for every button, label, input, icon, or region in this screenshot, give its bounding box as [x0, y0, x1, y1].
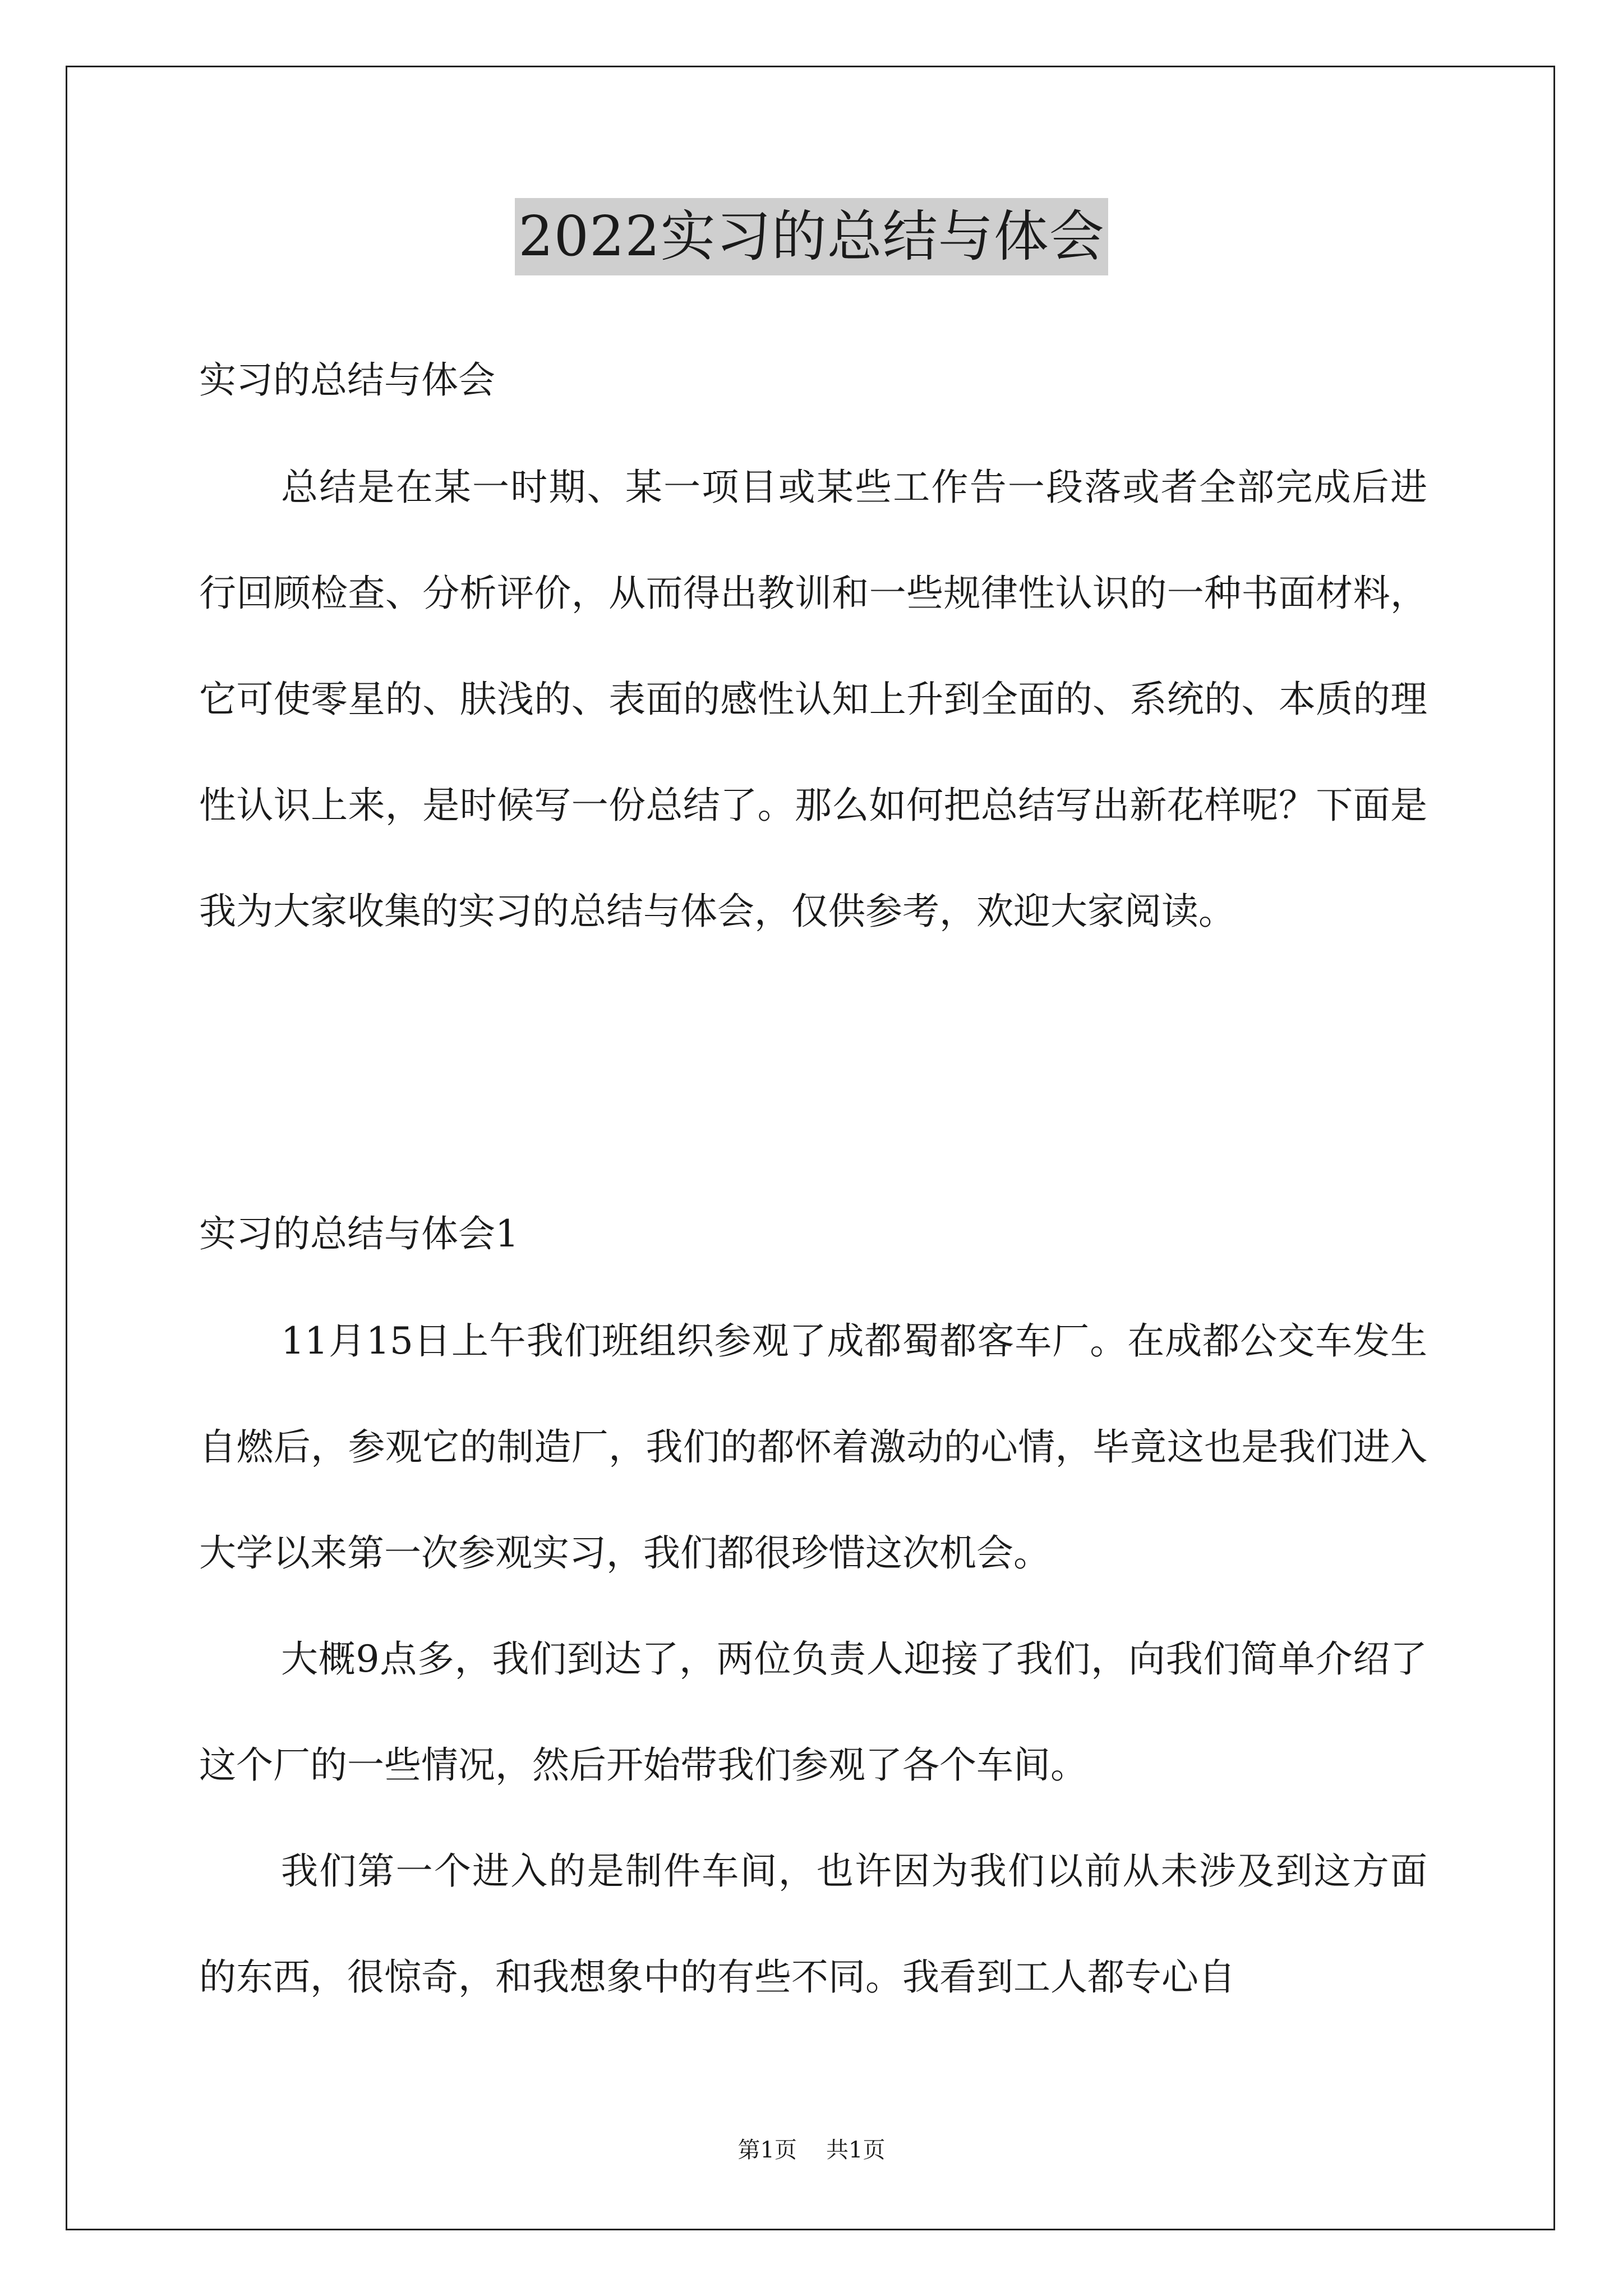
body-paragraph: 我们第一个进入的是制件车间，也许因为我们以前从未涉及到这方面的东西，很惊奇，和我想象中的有些不同。我看到工人都专心自 — [199, 1849, 1427, 1999]
intro-paragraph: 总结是在某一时期、某一项目或某些工作告一段落或者全部完成后进行回顾检查、分析评价，从而得出教训和一些规律性认识的一种书面材料，它可使零星的、肤浅的、表面的感性认知上升到全面的、系统的、本质的理性认识上来，是时候写一份总结了。那么如何把总结写出新花样呢？下面是我为大家收集的实习的总结与体会，仅供参考，欢迎大家阅读。 — [199, 466, 1427, 933]
page-number: 第1页 — [737, 2137, 797, 2163]
title-container — [0, 198, 1623, 275]
body-paragraph: 11月15日上午我们班组织参观了成都蜀都客车厂。在成都公交车发生自燃后，参观它的制造厂，我们的都怀着激动的心情，毕竟这也是我们进入大学以来第一次参观实习，我们都很珍惜这次机会。 — [199, 1319, 1427, 1575]
body-paragraph: 大概9点多，我们到达了，两位负责人迎接了我们，向我们简单介绍了这个厂的一些情况，然后开始带我们参观了各个车间。 — [199, 1637, 1427, 1787]
section-heading: 实习的总结与体会1 — [199, 1212, 519, 1255]
document-title: 2022实习的总结与体会 — [515, 198, 1108, 275]
document-subtitle: 实习的总结与体会 — [199, 358, 495, 402]
page-total: 共1页 — [826, 2137, 886, 2163]
page-footer — [0, 2133, 1623, 2167]
